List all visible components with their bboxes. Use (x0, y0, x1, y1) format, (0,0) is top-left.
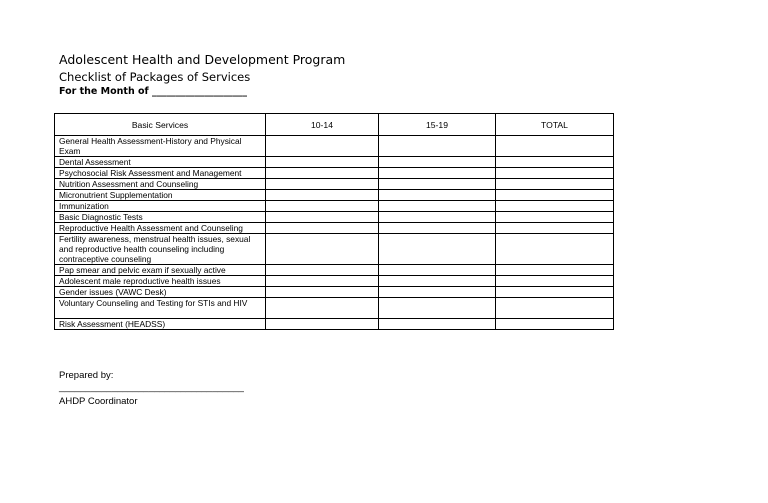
count-10-14-cell[interactable] (266, 298, 379, 319)
service-cell: Pap smear and pelvic exam if sexually active (55, 265, 266, 276)
count-15-19-cell[interactable] (379, 212, 496, 223)
count-15-19-cell[interactable] (379, 136, 496, 157)
count-10-14-cell[interactable] (266, 157, 379, 168)
table-row (55, 234, 614, 265)
table-row (55, 168, 614, 179)
service-cell: Risk Assessment (HEADSS) (55, 319, 266, 330)
total-cell[interactable] (496, 190, 614, 201)
total-cell[interactable] (496, 179, 614, 190)
count-15-19-cell[interactable] (379, 201, 496, 212)
prepared-by-label: Prepared by: (59, 370, 114, 381)
total-cell[interactable] (496, 136, 614, 157)
count-10-14-cell[interactable] (266, 276, 379, 287)
coordinator-role: AHDP Coordinator (59, 396, 138, 407)
count-10-14-cell[interactable] (266, 265, 379, 276)
count-15-19-cell[interactable] (379, 157, 496, 168)
count-15-19-cell[interactable] (379, 265, 496, 276)
table-row (55, 276, 614, 287)
count-15-19-cell[interactable] (379, 276, 496, 287)
count-10-14-cell[interactable] (266, 168, 379, 179)
column-header-basic-services: Basic Services (55, 114, 266, 136)
count-10-14-cell[interactable] (266, 287, 379, 298)
service-cell: Immunization (55, 201, 266, 212)
service-cell: Basic Diagnostic Tests (55, 212, 266, 223)
count-15-19-cell[interactable] (379, 287, 496, 298)
count-10-14-cell[interactable] (266, 234, 379, 265)
total-cell[interactable] (496, 223, 614, 234)
count-10-14-cell[interactable] (266, 201, 379, 212)
count-15-19-cell[interactable] (379, 298, 496, 319)
service-cell: Psychosocial Risk Assessment and Management (55, 168, 266, 179)
count-10-14-cell[interactable] (266, 223, 379, 234)
table-row (55, 298, 614, 319)
services-table (54, 113, 614, 330)
count-10-14-cell[interactable] (266, 190, 379, 201)
count-15-19-cell[interactable] (379, 168, 496, 179)
service-cell: Nutrition Assessment and Counseling (55, 179, 266, 190)
count-15-19-cell[interactable] (379, 234, 496, 265)
column-header-total: TOTAL (496, 114, 614, 136)
column-header-15-19: 15-19 (379, 114, 496, 136)
table-body (55, 136, 614, 330)
table-row (55, 190, 614, 201)
total-cell[interactable] (496, 319, 614, 330)
table-header-row (55, 114, 614, 136)
count-15-19-cell[interactable] (379, 179, 496, 190)
total-cell[interactable] (496, 168, 614, 179)
table-row (55, 287, 614, 298)
service-cell: General Health Assessment-History and Physical Exam (55, 136, 266, 157)
document-subtitle: Checklist of Packages of Services (59, 70, 251, 84)
total-cell[interactable] (496, 287, 614, 298)
count-15-19-cell[interactable] (379, 223, 496, 234)
table-row (55, 157, 614, 168)
month-line: For the Month of ____________________ (59, 86, 248, 97)
service-cell: Dental Assessment (55, 157, 266, 168)
service-cell: Voluntary Counseling and Testing for STIs and HIV (55, 298, 266, 319)
service-cell: Gender issues (VAWC Desk) (55, 287, 266, 298)
service-cell: Reproductive Health Assessment and Counseling (55, 223, 266, 234)
count-15-19-cell[interactable] (379, 319, 496, 330)
count-10-14-cell[interactable] (266, 136, 379, 157)
table-row (55, 212, 614, 223)
service-cell: Micronutrient Supplementation (55, 190, 266, 201)
total-cell[interactable] (496, 157, 614, 168)
total-cell[interactable] (496, 276, 614, 287)
table-row (55, 136, 614, 157)
table-row (55, 223, 614, 234)
total-cell[interactable] (496, 201, 614, 212)
total-cell[interactable] (496, 265, 614, 276)
column-header-10-14: 10-14 (266, 114, 379, 136)
service-cell: Adolescent male reproductive health issues (55, 276, 266, 287)
total-cell[interactable] (496, 298, 614, 319)
total-cell[interactable] (496, 234, 614, 265)
total-cell[interactable] (496, 212, 614, 223)
table-row (55, 319, 614, 330)
signature-line: ___________________________________ (59, 382, 244, 393)
table-row (55, 265, 614, 276)
count-10-14-cell[interactable] (266, 179, 379, 190)
service-cell: Fertility awareness, menstrual health issues, sexual and reproductive health counseling including contraceptive counseling (55, 234, 266, 265)
table-row (55, 179, 614, 190)
count-10-14-cell[interactable] (266, 212, 379, 223)
document-title: Adolescent Health and Development Program (59, 52, 346, 67)
count-10-14-cell[interactable] (266, 319, 379, 330)
table-row (55, 201, 614, 212)
count-15-19-cell[interactable] (379, 190, 496, 201)
